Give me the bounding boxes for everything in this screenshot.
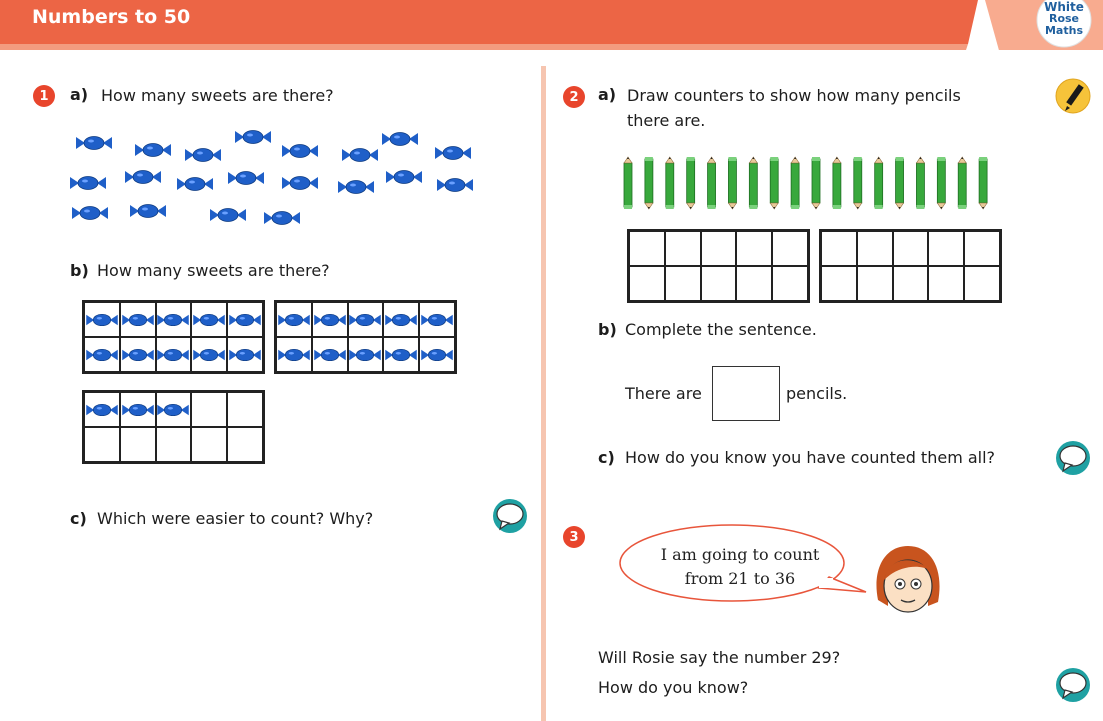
white-rose-maths-logo xyxy=(1034,0,1094,50)
sweet xyxy=(338,181,374,194)
sweet xyxy=(228,172,264,185)
ten-frame-cell xyxy=(120,302,156,337)
ten-frame-cell xyxy=(227,427,263,462)
ten-frame-cell xyxy=(383,302,419,337)
pencil xyxy=(896,157,904,209)
pencil xyxy=(728,157,736,209)
ten-frame-cell[interactable] xyxy=(736,231,772,266)
answer-box[interactable] xyxy=(712,366,780,421)
pencil xyxy=(624,157,632,209)
pencil xyxy=(875,157,883,209)
sweet xyxy=(314,313,346,327)
sweet xyxy=(72,207,108,220)
pencil-activity-icon xyxy=(1055,78,1091,114)
ten-frame-cell[interactable] xyxy=(821,231,857,266)
sweet xyxy=(86,403,118,417)
ten-frame-cell[interactable] xyxy=(701,266,737,301)
sweet xyxy=(282,145,318,158)
ten-frame-cell[interactable] xyxy=(772,266,808,301)
sweet xyxy=(282,177,318,190)
ten-frame-cell xyxy=(419,302,455,337)
speech-line-2: from 21 to 36 xyxy=(684,569,796,588)
ten-frame-1 xyxy=(82,300,265,374)
ten-frame-cell xyxy=(84,427,120,462)
sweet xyxy=(122,313,154,327)
pencil xyxy=(958,157,966,209)
ten-frame-cell xyxy=(348,337,384,372)
sweet xyxy=(349,313,381,327)
sweet xyxy=(229,313,261,327)
ten-frame-cell[interactable] xyxy=(629,266,665,301)
ten-frame-cell xyxy=(227,337,263,372)
ten-frame-cell[interactable] xyxy=(928,231,964,266)
ten-frame-cell xyxy=(156,392,192,427)
ten-frame-cell xyxy=(84,337,120,372)
sweet xyxy=(278,313,310,327)
sweet xyxy=(157,403,189,417)
sweet xyxy=(122,348,154,362)
pencil xyxy=(979,157,987,209)
logo-text-rose: Rose xyxy=(1048,12,1080,25)
ten-frame-cell[interactable] xyxy=(893,266,929,301)
q3-question-line1: Will Rosie say the number 29? xyxy=(598,648,841,667)
pencil xyxy=(854,157,862,209)
logo-text-white: White xyxy=(1044,0,1084,14)
sweet xyxy=(122,403,154,417)
sweet xyxy=(193,348,225,362)
sweet xyxy=(349,348,381,362)
ten-frame-cell xyxy=(227,302,263,337)
ten-frame-cell xyxy=(84,392,120,427)
ten-frame-cell xyxy=(84,302,120,337)
pencil xyxy=(687,157,695,209)
ten-frame-cell[interactable] xyxy=(857,266,893,301)
ten-frame-cell[interactable] xyxy=(821,266,857,301)
ten-frame-cell xyxy=(120,427,156,462)
q1a-text: How many sweets are there? xyxy=(101,86,334,105)
ten-frame-cell xyxy=(191,337,227,372)
sweet xyxy=(437,179,473,192)
ten-frame-cell[interactable] xyxy=(964,266,1000,301)
sweet xyxy=(157,348,189,362)
pencil xyxy=(749,157,757,209)
q2b-label: b) xyxy=(598,320,617,339)
q1a-label: a) xyxy=(70,85,89,104)
ten-frame-cell[interactable] xyxy=(736,266,772,301)
sweet xyxy=(386,171,422,184)
reasoning-speech-icon xyxy=(1055,440,1091,476)
sweet xyxy=(76,137,112,150)
ten-frame-cell xyxy=(191,302,227,337)
sweet xyxy=(210,209,246,222)
column-divider xyxy=(541,66,546,721)
pencil xyxy=(812,157,820,209)
ten-frame-cell xyxy=(227,392,263,427)
sweet xyxy=(342,149,378,162)
q1c-text: Which were easier to count? Why? xyxy=(97,509,374,528)
pencil xyxy=(708,157,716,209)
ten-frame-cell[interactable] xyxy=(701,231,737,266)
empty-ten-frame-1[interactable] xyxy=(627,229,810,303)
sweet xyxy=(278,348,310,362)
scattered-sweets xyxy=(60,115,490,225)
ten-frame-cell xyxy=(120,392,156,427)
rosie-avatar xyxy=(868,540,948,622)
ten-frame-cell xyxy=(383,337,419,372)
ten-frame-cell[interactable] xyxy=(665,266,701,301)
sweet xyxy=(86,348,118,362)
sweet xyxy=(125,171,161,184)
ten-frame-cell[interactable] xyxy=(893,231,929,266)
reasoning-speech-icon xyxy=(1055,667,1091,703)
sweet xyxy=(314,348,346,362)
ten-frame-cell xyxy=(120,337,156,372)
q1c-label: c) xyxy=(70,509,87,528)
pencil xyxy=(791,157,799,209)
question-2-number: 2 xyxy=(563,86,585,108)
pencil xyxy=(770,157,778,209)
q1b-label: b) xyxy=(70,261,89,280)
ten-frame-cell xyxy=(312,337,348,372)
pencil xyxy=(916,157,924,209)
sweet xyxy=(229,348,261,362)
ten-frame-2 xyxy=(274,300,457,374)
ten-frame-cell[interactable] xyxy=(772,231,808,266)
pencil xyxy=(937,157,945,209)
sweet xyxy=(193,313,225,327)
sweet xyxy=(435,147,471,160)
question-1-number: 1 xyxy=(33,85,55,107)
ten-frame-cell xyxy=(276,337,312,372)
sweet xyxy=(185,149,221,162)
q2c-text: How do you know you have counted them all? xyxy=(625,448,996,467)
sweet xyxy=(385,348,417,362)
ten-frame-cell xyxy=(419,337,455,372)
q3-question-line2: How do you know? xyxy=(598,678,749,697)
sweet xyxy=(177,178,213,191)
pencil-row xyxy=(620,155,1000,213)
pencil xyxy=(645,157,653,209)
sweet xyxy=(157,313,189,327)
pencil xyxy=(833,157,841,209)
sweet xyxy=(421,313,453,327)
page-title: Numbers to 50 xyxy=(32,6,191,28)
ten-frame-cell[interactable] xyxy=(629,231,665,266)
ten-frame-cell xyxy=(191,392,227,427)
sweet xyxy=(421,348,453,362)
q1b-text: How many sweets are there? xyxy=(97,261,330,280)
sentence-end: pencils. xyxy=(786,384,848,403)
ten-frame-cell xyxy=(276,302,312,337)
ten-frame-cell xyxy=(156,337,192,372)
ten-frame-cell xyxy=(156,427,192,462)
ten-frame-cell xyxy=(191,427,227,462)
q2a-label: a) xyxy=(598,85,617,104)
sweet xyxy=(382,133,418,146)
sweet xyxy=(130,205,166,218)
ten-frame-cell xyxy=(348,302,384,337)
reasoning-speech-icon xyxy=(492,498,528,534)
ten-frame-cell[interactable] xyxy=(665,231,701,266)
ten-frame-cell[interactable] xyxy=(857,231,893,266)
sweet xyxy=(135,144,171,157)
q2c-label: c) xyxy=(598,448,615,467)
empty-ten-frame-2[interactable] xyxy=(819,229,1002,303)
sweet xyxy=(70,177,106,190)
q2a-text-line2: there are. xyxy=(627,111,706,130)
ten-frame-3 xyxy=(82,390,265,464)
sweet xyxy=(235,131,271,144)
logo-text-maths: Maths xyxy=(1044,24,1083,37)
sweet xyxy=(86,313,118,327)
ten-frame-cell xyxy=(156,302,192,337)
q2a-text-line1: Draw counters to show how many pencils xyxy=(627,86,961,105)
speech-line-1: I am going to count xyxy=(660,545,820,564)
sweet xyxy=(264,212,300,225)
sweet xyxy=(385,313,417,327)
pencil xyxy=(666,157,674,209)
ten-frame-cell[interactable] xyxy=(964,231,1000,266)
ten-frame-cell xyxy=(312,302,348,337)
q2b-text: Complete the sentence. xyxy=(625,320,817,339)
ten-frame-cell[interactable] xyxy=(928,266,964,301)
question-3-number: 3 xyxy=(563,526,585,548)
sentence-start: There are xyxy=(625,384,702,403)
